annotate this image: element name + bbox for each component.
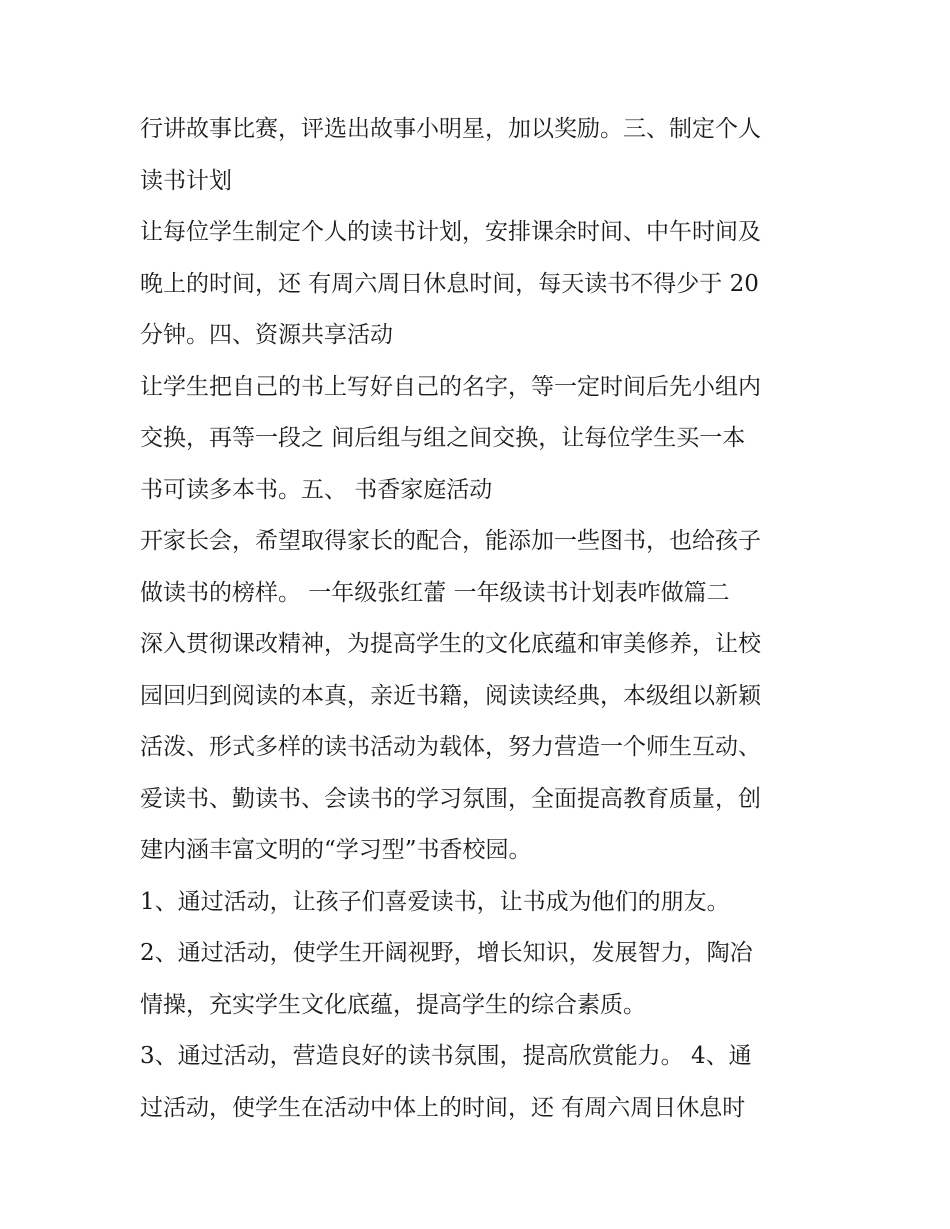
text-line: 建内涵丰富文明的“学习型”书香校园。 [140, 837, 532, 863]
text-line: 园回归到阅读的本真，亲近书籍，阅读读经典，本级组以新颖 [140, 682, 761, 709]
text-line: 让每位学生制定个人的读书计划，安排课余时间、中午时间及 [140, 219, 761, 245]
text-line: 晚上的时间，还 有周六周日休息时间，每天读书不得少于 20 [140, 270, 759, 297]
text-line: 让学生把自己的书上写好自己的名字，等一定时间后先小组内 [140, 373, 761, 400]
text-line: 3、通过活动，营造良好的读书氛围，提高欣赏能力。 4、通 [140, 1043, 752, 1069]
text-line: 深入贯彻课改精神，为提高学生的文化底蕴和审美修养，让校 [140, 631, 761, 657]
text-line: 活泼、形式多样的读书活动为载体，努力营造一个师生互动、 [140, 734, 761, 760]
text-line: 交换，再等一段之 间后组与组之间交换，让每位学生买一本 [140, 425, 746, 451]
text-line: 开家长会，希望取得家长的配合，能添加一些图书，也给孩子 [140, 528, 761, 554]
text-line: 分钟。四、资源共享活动 [140, 322, 393, 348]
text-line: 过活动，使学生在活动中体上的时间，还 有周六周日休息时 [140, 1094, 746, 1121]
text-line: 情操，充实学生文化底蕴，提高学生的综合素质。 [140, 991, 646, 1018]
text-line: 2、通过活动，使学生开阔视野，增长知识，发展智力，陶冶 [140, 940, 753, 966]
document-body [140, 104, 830, 1134]
text-line: 爱读书、勤读书、会读书的学习氛围，全面提高教育质量，创 [140, 785, 761, 812]
text-line: 做读书的榜样。 一年级张红蕾 一年级读书计划表咋做篇二 [140, 579, 730, 606]
text-line: 书可读多本书。五、 书香家庭活动 [140, 476, 493, 503]
text-line: 行讲故事比赛，评选出故事小明星，加以奖励。三、制定个人 [140, 116, 761, 142]
text-line: 读书计划 [140, 167, 232, 194]
text-line: 1、通过活动，让孩子们喜爱读书，让书成为他们的朋友。 [140, 888, 730, 915]
